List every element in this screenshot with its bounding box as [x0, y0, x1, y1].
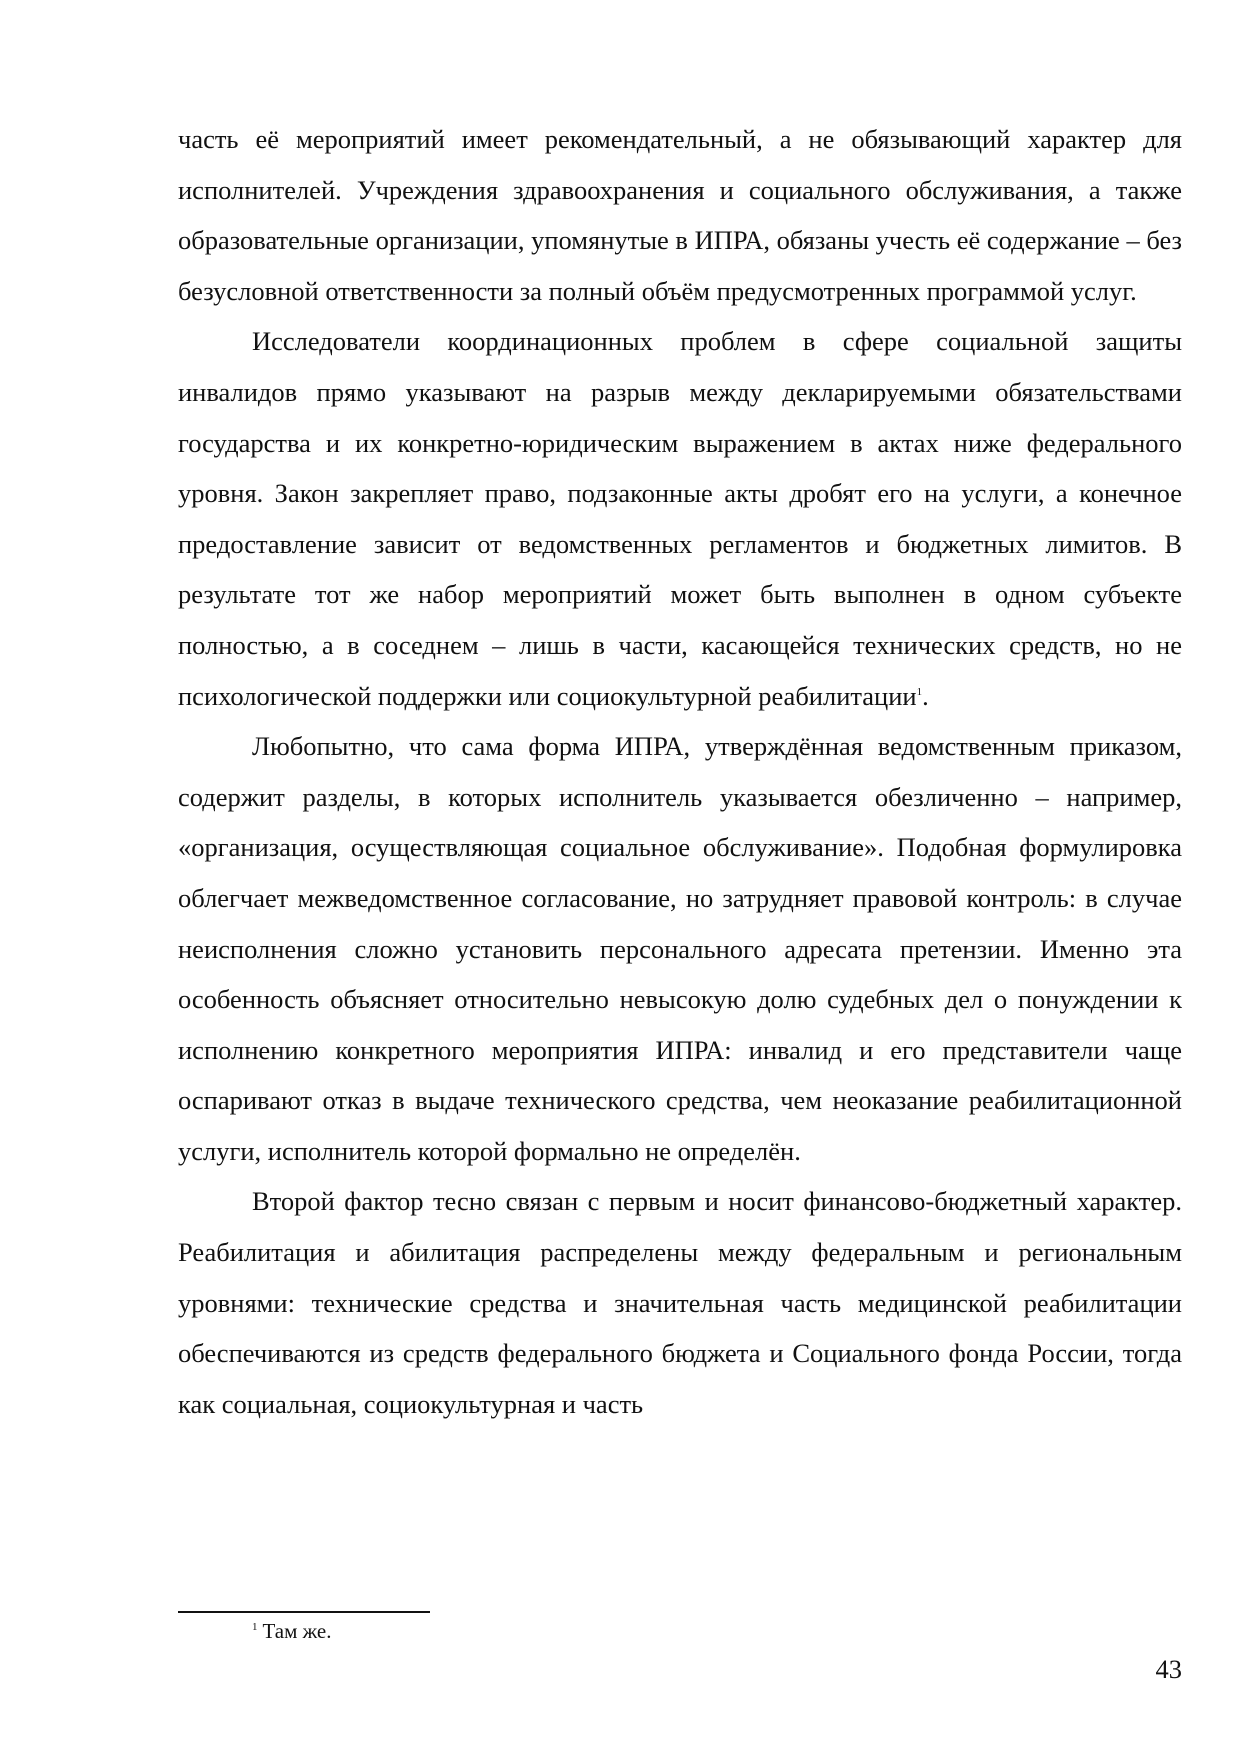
footnote-separator	[178, 1611, 430, 1613]
footnote	[252, 1616, 331, 1646]
page-number: 43	[1155, 1654, 1182, 1684]
footnote-text: Там же.	[262, 1619, 332, 1643]
paragraph-1: часть её мероприятий имеет рекомендательный, а не обязывающий характер для исполнителей. Учреждения здравоохранения и социального обслуживания, а также образовательные организации, упомянутые в ИПРА, обязаны учесть её содержание – без безусловной ответственности за полный объём предусмотренных программой услуг.	[178, 124, 1183, 306]
paragraph-4: Второй фактор тесно связан с первым и носит финансово-бюджетный характер. Реабилитация и абилитация распределены между федеральным и региональным уровнями: технические средства и значительная часть медицинской реабилитации обеспечиваются из средств федерального бюджета и Социального фонда России, тогда как социальная, социокультурная и часть	[178, 1186, 1182, 1419]
paragraph-2-tail: .	[922, 680, 929, 711]
main-text	[178, 114, 1182, 1429]
footnote-reference[interactable]: 1	[916, 685, 923, 698]
paragraph-2-text: Исследователи координационных проблем в сфере социальной защиты инвалидов прямо указывают на разрыв между декларируемыми обязательствами государства и их конкретно-юридическим выражением в актах ниже федерального уровня. Закон закрепляет право, подзаконные акты дробят его на услуги, а конечное предоставление зависит от ведомственных регламентов и бюджетных лимитов. В результате тот же набор мероприятий может быть выполнен в одном субъекте полностью, а в соседнем – лишь в части, касающейся технических средств, но не психологической поддержки или социокультурной реабилитации	[178, 326, 1182, 711]
paragraph-2	[178, 316, 1182, 721]
footnote-mark: 1	[252, 1621, 258, 1633]
paragraph-3: Любопытно, что сама форма ИПРА, утверждённая ведомственным приказом, содержит разделы, в которых исполнитель указывается обезличенно – например, «организация, осуществляющая социальное обслуживание». Подобная формулировка облегчает межведомственное согласование, но затрудняет правовой контроль: в случае неисполнения сложно установить персонального адресата претензии. Именно эта особенность объясняет относительно невысокую долю судебных дел о понуждении к исполнению конкретного мероприятия ИПРА: инвалид и его представители чаще оспаривают отказ в выдаче технического средства, чем неоказание реабилитационной услуги, исполнитель которой формально не определён.	[178, 731, 1182, 1166]
